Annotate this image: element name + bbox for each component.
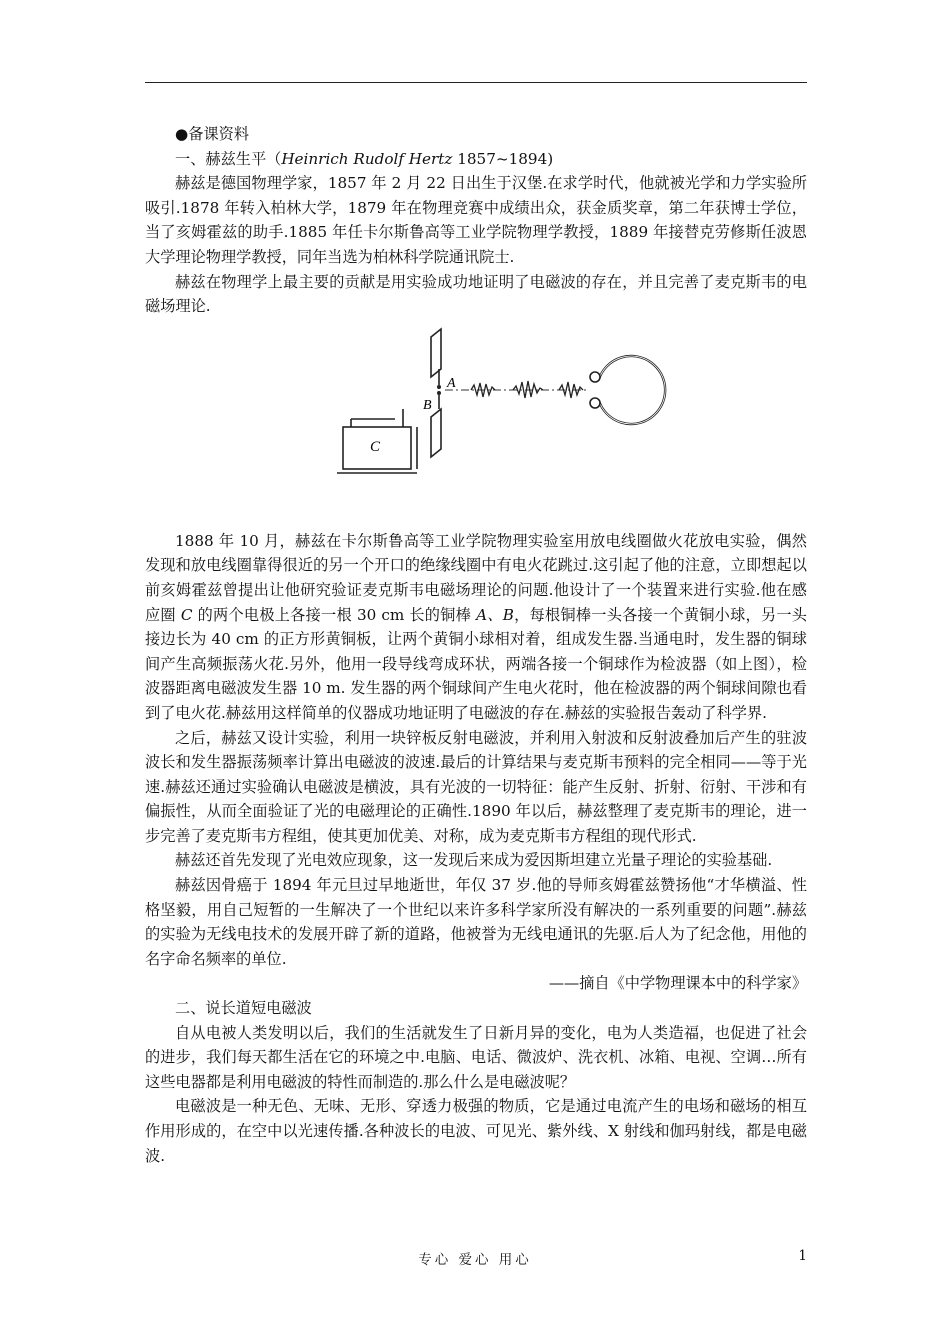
part2-paragraph-1: 自从电被人类发明以后，我们的生活就发生了日新月异的变化，电为人类造福，也促进了社会的进步，我们每天都生活在它的环境之中.电脑、电话、微波炉、洗衣机、冰箱、电视、空调…所有这些电器都是利用电磁波的特性而制造的.那么什么是电磁波呢？ — [145, 1023, 807, 1091]
document-body — [145, 122, 807, 1168]
label-b: B — [423, 397, 432, 413]
detector-ball-top — [590, 372, 600, 382]
detector-ball-bottom — [590, 398, 600, 408]
part1-paragraph-1: 赫兹是德国物理学家，1857 年 2 月 22 日出生于汉堡.在求学时代，他就被光学和力学实验所吸引.1878 年转入柏林大学，1879 年在物理竞赛中成绩出众，获金质奖章，第二年获博士学位，当了亥姆霍兹的助手.1885 年任卡尔斯鲁高等工业学院物理学教授，1889 年接替克劳修斯任波恩大学理论物理学教授，同年当选为柏林科学院通讯院士. — [145, 174, 807, 266]
page-number: 1 — [798, 1248, 807, 1264]
spark-ball-a — [437, 385, 441, 389]
hertz-full-name: Heinrich Rudolf Hertz — [281, 149, 453, 168]
part1-paragraph-5: 赫兹还首先发现了光电效应现象，这一发现后来成为爱因斯坦建立光量子理论的实验基础. — [175, 851, 773, 870]
label-c: C — [370, 438, 381, 455]
part1-paragraph-2: 赫兹在物理学上最主要的贡献是用实验成功地证明了电磁波的存在，并且完善了麦克斯韦的电磁场理论. — [145, 272, 807, 316]
part2-paragraph-2: 电磁波是一种无色、无味、无形、穿透力极强的物质，它是通过电流产生的电场和磁场的相互作用形成的，在空中以光速传播.各种波长的电波、可见光、紫外线、X 射线和伽玛射线，都是电磁波. — [145, 1097, 807, 1165]
part1-paragraph-4: 之后，赫兹又设计实验，利用一块锌板反射电磁波，并利用入射波和反射波叠加后产生的驻波波长和发生器振荡频率计算出电磁波的波速.最后的计算结果与麦克斯韦预料的完全相同——等于光速.赫兹还通过实验确认电磁波是横波，具有光波的一切特征：能产生反射、折射、衍射、干涉和有偏振性，从而全面验证了光的电磁理论的正确性.1890 年以后，赫兹整理了麦克斯韦的理论，进一步完善了麦克斯韦方程组，使其更加优美、对称，成为麦克斯韦方程组的现代形式. — [145, 728, 807, 845]
source-citation: ——摘自《中学物理课本中的科学家》 — [548, 974, 807, 993]
spark-ball-b — [437, 391, 441, 395]
lower-plate — [431, 409, 441, 457]
section-label: ●备课资料 — [175, 125, 250, 143]
part1-paragraph-3: 1888 年 10 月，赫兹在卡尔斯鲁高等工业学院物理实验室用放电线圈做火花放电实验，偶然发现和放电线圈靠得很近的另一个开口的绝缘线圈中有电火花跳过.这引起了他的注意，立即想起以前亥姆霍兹曾提出让他研究验证麦克斯韦电磁场理论的问题.他设计了一个装置来进行实验.他在感应圈 C 的两个电极上各接一根 30 cm 长的铜棒 A、B，每根铜棒一头各接一个黄铜小球，另一头接边长为 40 cm 的正方形黄铜板，让两个黄铜小球相对着，组成发生器.当通电时，发生器的铜球间产生高频振荡火花.另外，他用一段导线弯成环状，两端各接一个铜球作为检波器（如上图），检波器距离电磁波发生器 10 m. 发生器的两个铜球间产生电火花时，他在检波器的两个铜球间隙也看到了电火花.赫兹用这样简单的仪器成功地证明了电磁波的存在.赫兹的实验报告轰动了科学界. — [145, 531, 807, 722]
part1-paragraph-6: 赫兹因骨癌于 1894 年元旦过早地逝世，年仅 37 岁.他的导师亥姆霍兹赞扬他“才华横溢、性格坚毅，用自己短暂的一生解决了一个世纪以来许多科学家所没有解决的一系列重要的问题”.赫兹的实验为无线电技术的发展开辟了新的道路，他被誉为无线电通讯的先驱.后人为了纪念他，用他的名字命名频率的单位. — [145, 876, 807, 968]
part1-heading: 一、赫兹生平（Heinrich Rudolf Hertz 1857~1894) — [175, 149, 554, 168]
hertz-apparatus-diagram — [333, 327, 673, 477]
hertz-apparatus-figure — [145, 319, 807, 529]
footer-motto: 专心 爱心 用心 — [418, 1252, 532, 1268]
part2-heading: 二、说长道短电磁波 — [175, 999, 312, 1018]
header-rule — [145, 82, 807, 83]
label-a: A — [447, 375, 456, 391]
